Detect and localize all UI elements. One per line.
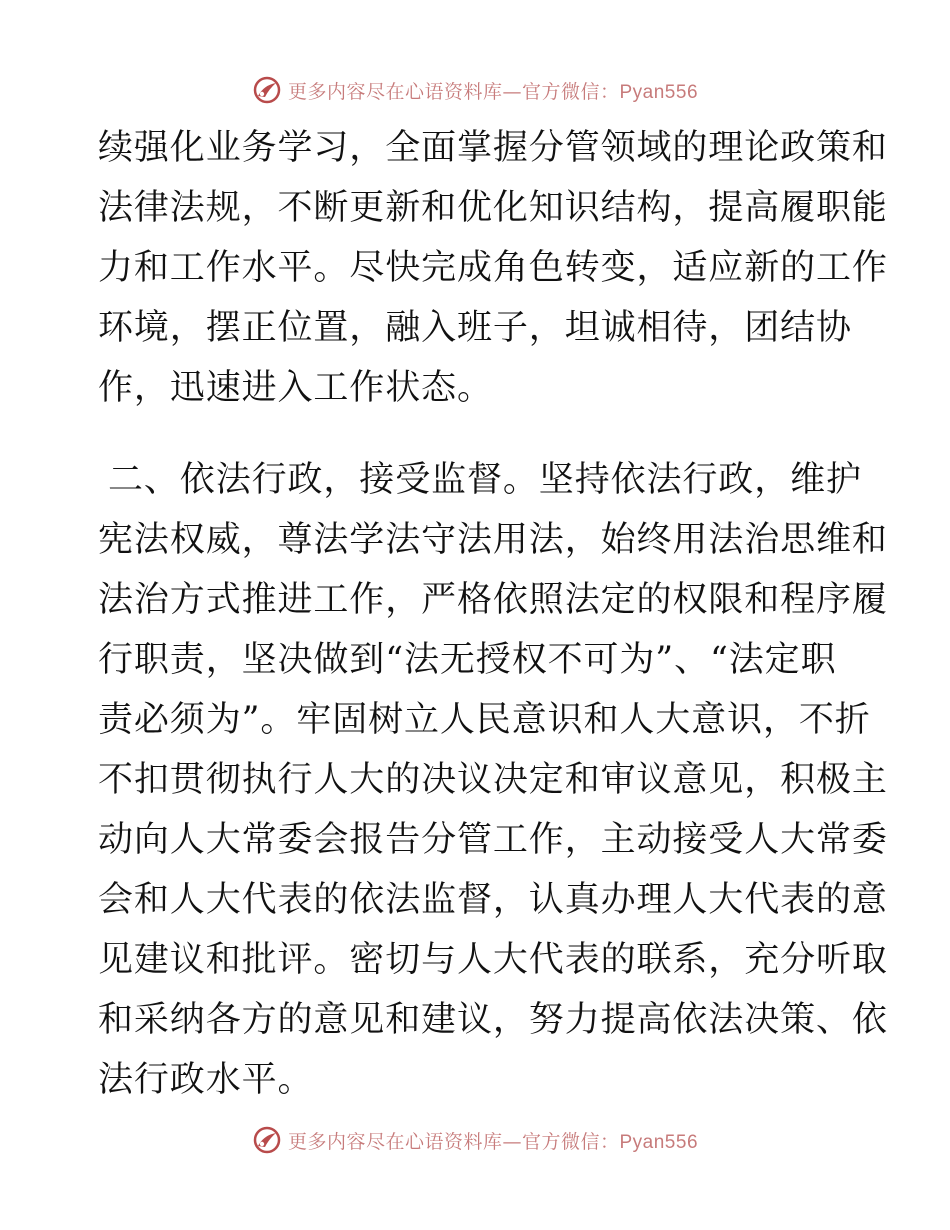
footer-watermark (0, 1120, 950, 1160)
header-watermark-text (288, 77, 698, 104)
paragraph-line: 不扣贯彻执行人大的决议决定和审议意见，积极主 (98, 760, 888, 800)
paragraph-line: 会和人大代表的依法监督，认真办理人大代表的意 (98, 880, 888, 920)
paragraph-line: 责必须为”。牢固树立人民意识和人大意识，不折 (98, 700, 871, 740)
paragraph-line: 见建议和批评。密切与人大代表的联系，充分听取 (98, 940, 888, 980)
footer-watermark-text (288, 1127, 698, 1154)
paragraph-line: 动向人大常委会报告分管工作，主动接受人大常委 (98, 820, 888, 860)
paragraph-2 (98, 450, 888, 1110)
paragraph-line: 法治方式推进工作，严格依照法定的权限和程序履 (98, 580, 888, 620)
paragraph-line: 力和工作水平。尽快完成角色转变，适应新的工作 (98, 248, 888, 288)
footer-contact: Pyan556 (619, 1131, 699, 1153)
paragraph-line: 作，迅速进入工作状态。 (98, 368, 493, 408)
paragraph-spacer (98, 418, 858, 450)
paragraph-line: 二、依法行政，接受监督。坚持依法行政，维护 (108, 460, 862, 500)
document-body (98, 118, 888, 1110)
paragraph-line: 法行政水平。 (98, 1060, 314, 1100)
paragraph-line: 宪法权威，尊法学法守法用法，始终用法治思维和 (98, 520, 888, 560)
header-text: 更多内容尽在心语资料库—官方微信： (287, 80, 620, 103)
paragraph-line: 续强化业务学习，全面掌握分管领域的理论政策和 (98, 128, 888, 168)
paragraph-line: 法律法规，不断更新和优化知识结构，提高履职能 (98, 188, 888, 228)
paragraph-line: 环境，摆正位置，融入班子，坦诚相待，团结协 (98, 308, 852, 348)
paragraph-line: 行职责，坚决做到“法无授权不可为”、“法定职 (98, 640, 837, 680)
footer-text: 更多内容尽在心语资料库—官方微信： (287, 1130, 620, 1153)
header-watermark (0, 70, 950, 110)
paragraph-line: 和采纳各方的意见和建议，努力提高依法决策、依 (98, 1000, 888, 1040)
header-contact: Pyan556 (619, 81, 699, 103)
paragraph-1 (98, 118, 888, 418)
brand-logo-icon (252, 1125, 282, 1155)
brand-logo-icon (252, 75, 282, 105)
